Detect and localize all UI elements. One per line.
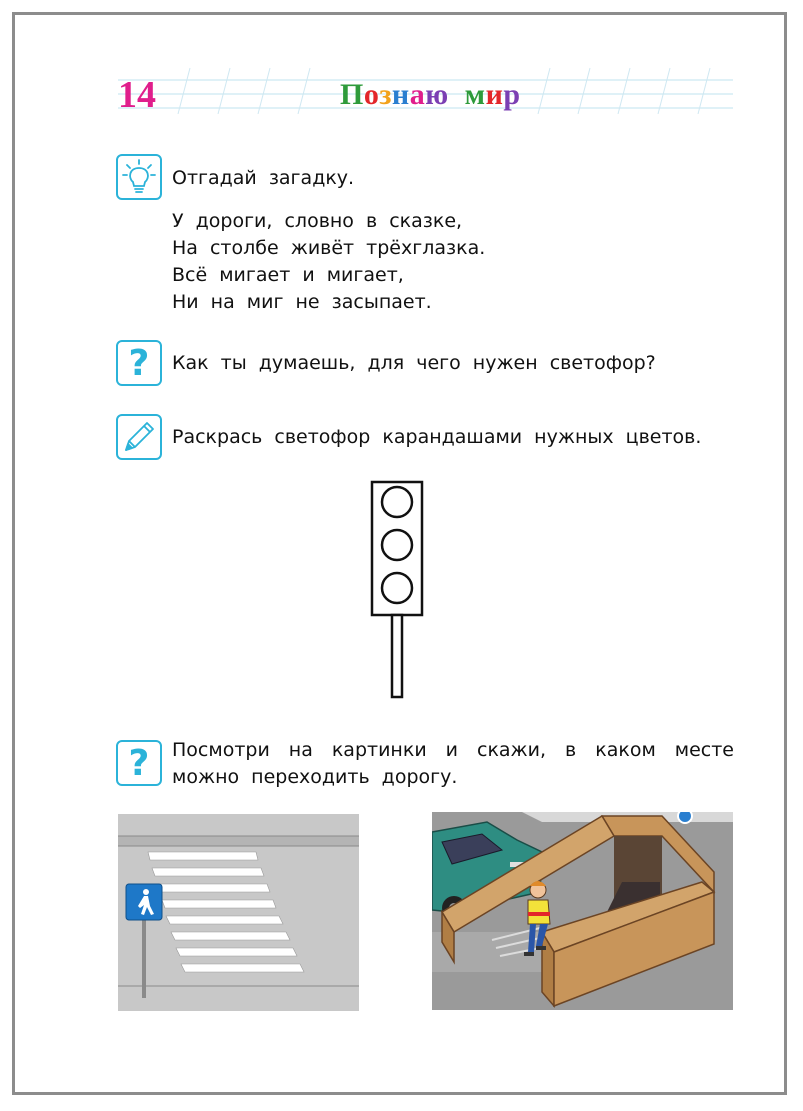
question-text: Посмотри на картинки и скажи, в каком месте можно переходить дорогу. — [172, 739, 734, 788]
page-title — [340, 80, 521, 110]
coloring-instruction: Раскрась светофор карандашами нужных цветов. — [172, 426, 702, 448]
lightbulb-icon — [116, 154, 162, 200]
page-title-letter: и — [485, 78, 504, 111]
question-mark-icon: ? — [116, 740, 162, 786]
riddle-line: Ни на миг не засыпает. — [172, 291, 432, 313]
page-number: 14 — [118, 74, 156, 116]
page-title-letter: р — [503, 78, 521, 111]
underpass-picture — [432, 812, 733, 1010]
question-text: Как ты думаешь, для чего нужен светофор? — [172, 352, 656, 374]
riddle-line: У дороги, словно в сказке, — [172, 210, 463, 232]
traffic-light-bottom-circle — [382, 573, 412, 603]
traffic-light-middle-circle — [382, 530, 412, 560]
page-title-letter — [449, 80, 465, 110]
page-title-letter: П — [340, 78, 364, 111]
pencil-icon — [116, 414, 162, 460]
traffic-light-top-circle — [382, 487, 412, 517]
page-title-letter: м — [464, 78, 486, 111]
page-title-letter: ю — [425, 78, 449, 111]
page-title-letter: з — [379, 78, 392, 111]
page-title-letter: н — [391, 78, 410, 111]
page-title-letter: о — [363, 78, 380, 111]
riddle-line: Всё мигает и мигает, — [172, 264, 404, 286]
crosswalk-picture — [118, 814, 359, 1011]
riddle-line: На столбе живёт трёхглазка. — [172, 237, 486, 259]
riddle-instruction: Отгадай загадку. — [172, 167, 355, 189]
page-title-letter: а — [409, 78, 426, 111]
traffic-light-outline[interactable] — [370, 480, 426, 702]
riddle-text — [172, 208, 485, 316]
question-mark-icon: ? — [116, 340, 162, 386]
